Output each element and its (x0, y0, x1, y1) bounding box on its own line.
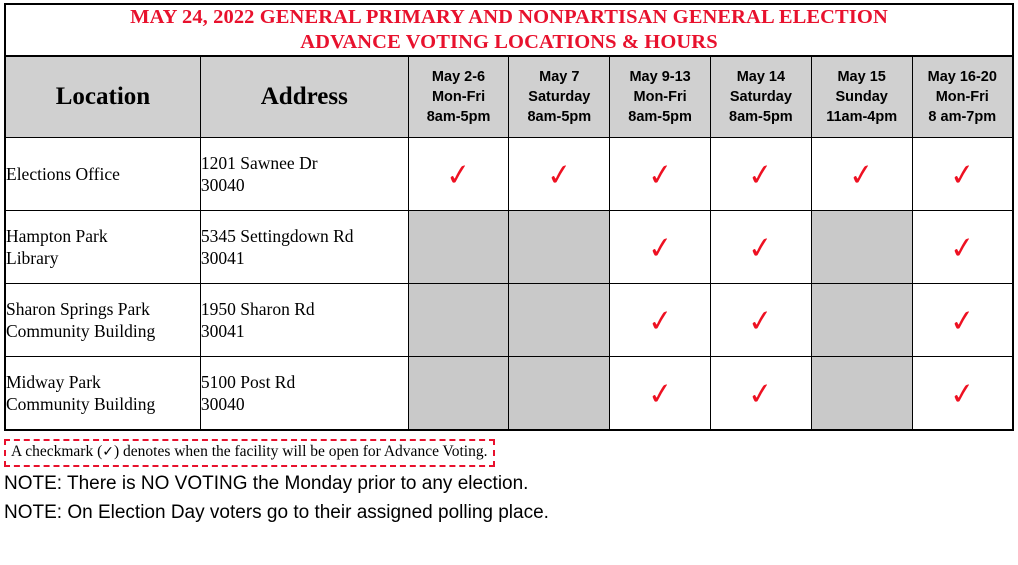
row-2-day-1-status (408, 211, 509, 284)
header-day-1 (408, 56, 509, 138)
header-day-1-dates: May 2-6 (431, 69, 486, 85)
note-line-1: NOTE: There is NO VOTING the Monday prior to any election. (4, 472, 529, 494)
header-day-6 (912, 56, 1013, 138)
row-3-day-3-status (610, 284, 711, 357)
row-3-address-line-1: 1950 Sharon Rd (200, 298, 315, 319)
header-day-1-hours: 8am-5pm (426, 109, 491, 125)
row-4-day-2-status (509, 357, 610, 431)
row-4-day-6-status (912, 357, 1013, 431)
row-1-day-3-status (610, 138, 711, 211)
title-line-1: MAY 24, 2022 GENERAL PRIMARY AND NONPARTISAN GENERAL ELECTION (130, 6, 888, 28)
row-3-day-2-status (509, 284, 610, 357)
check-icon: ✓ (746, 375, 776, 414)
row-2-day-4-status (710, 211, 811, 284)
table-row (5, 284, 1013, 357)
header-location: Location (5, 56, 200, 138)
row-4-address-line-1: 5100 Post Rd (200, 371, 296, 392)
advance-voting-table (4, 3, 1014, 431)
check-icon: ✓ (746, 302, 776, 341)
header-day-3-hours: 8am-5pm (628, 109, 692, 125)
header-day-1-weekday: Mon-Fri (431, 89, 486, 105)
check-icon: ✓ (645, 375, 675, 414)
row-4-day-3-status (610, 357, 711, 431)
row-2-location-line-1: Hampton Park (6, 225, 108, 246)
table-row (5, 138, 1013, 211)
row-4-day-4-status (710, 357, 811, 431)
header-day-5-hours: 11am-4pm (826, 109, 898, 125)
row-1-location-line-1: Elections Office (6, 163, 120, 184)
row-2-day-5-status (811, 211, 912, 284)
row-3-location-line-2: Community Building (6, 321, 156, 341)
row-2-address-line-1: 5345 Settingdown Rd (200, 225, 354, 246)
row-2-day-3-status (610, 211, 711, 284)
header-address: Address (200, 56, 408, 138)
header-day-3-weekday: Mon-Fri (633, 89, 687, 105)
row-3-location (5, 284, 200, 357)
legend-text-before: A checkmark ( (11, 443, 103, 460)
legend-box (4, 439, 495, 467)
header-day-2 (509, 56, 610, 138)
row-3-address-line-2: 30041 (200, 321, 245, 341)
row-1-address (200, 138, 408, 211)
header-day-5 (811, 56, 912, 138)
row-1-day-4-status (710, 138, 811, 211)
title-row (5, 4, 1013, 56)
header-day-4-weekday: Saturday (729, 89, 792, 105)
header-day-4-hours: 8am-5pm (729, 109, 793, 125)
header-day-4-dates: May 14 (736, 69, 786, 85)
document-page (0, 3, 1018, 565)
row-2-location-line-2: Library (6, 248, 59, 268)
row-3-day-5-status (811, 284, 912, 357)
check-icon: ✓ (645, 156, 675, 195)
check-icon: ✓ (947, 156, 977, 195)
header-day-5-dates: May 15 (837, 69, 886, 85)
note-line-2: NOTE: On Election Day voters go to their assigned polling place. (4, 502, 549, 524)
check-icon: ✓ (444, 156, 473, 195)
legend-text-after: ) denotes when the facility will be open for Advance Voting. (113, 443, 488, 460)
check-icon: ✓ (947, 375, 977, 414)
row-3-location-line-1: Sharon Springs Park (6, 298, 150, 319)
check-icon: ✓ (746, 156, 776, 195)
check-icon: ✓ (645, 229, 675, 268)
row-4-location (5, 357, 200, 431)
check-icon: ✓ (544, 156, 574, 195)
header-day-3-dates: May 9-13 (629, 69, 691, 85)
row-3-day-1-status (408, 284, 509, 357)
row-4-address-line-2: 30040 (200, 394, 245, 414)
row-1-location (5, 138, 200, 211)
header-day-6-hours: 8 am-7pm (928, 109, 997, 125)
row-2-day-6-status (912, 211, 1013, 284)
header-day-4 (710, 56, 811, 138)
check-icon: ✓ (947, 302, 977, 341)
row-2-address (200, 211, 408, 284)
row-4-day-1-status (408, 357, 509, 431)
header-day-6-dates: May 16-20 (927, 69, 997, 85)
row-3-day-6-status (912, 284, 1013, 357)
table-row (5, 211, 1013, 284)
document-title (5, 4, 1013, 56)
row-1-day-2-status (509, 138, 610, 211)
row-4-location-line-2: Community Building (6, 394, 156, 414)
check-icon: ✓ (102, 444, 114, 460)
row-3-day-4-status (710, 284, 811, 357)
check-icon: ✓ (947, 229, 977, 268)
table-row (5, 357, 1013, 431)
row-2-day-2-status (509, 211, 610, 284)
row-4-address (200, 357, 408, 431)
row-1-day-1-status (408, 138, 509, 211)
row-2-location (5, 211, 200, 284)
check-icon: ✓ (847, 156, 876, 195)
header-day-6-weekday: Mon-Fri (935, 89, 989, 105)
title-line-2: ADVANCE VOTING LOCATIONS & HOURS (300, 31, 718, 53)
row-1-address-line-1: 1201 Sawnee Dr (200, 152, 318, 173)
header-day-3 (610, 56, 711, 138)
row-1-day-5-status (811, 138, 912, 211)
row-3-address (200, 284, 408, 357)
row-1-day-6-status (912, 138, 1013, 211)
header-day-5-weekday: Sunday (835, 89, 888, 105)
column-header-row (5, 56, 1013, 138)
check-icon: ✓ (746, 229, 776, 268)
row-4-location-line-1: Midway Park (6, 371, 101, 392)
row-4-day-5-status (811, 357, 912, 431)
row-2-address-line-2: 30041 (200, 248, 245, 268)
header-day-2-weekday: Saturday (528, 89, 591, 105)
header-day-2-dates: May 7 (539, 69, 580, 85)
row-1-address-line-2: 30040 (200, 175, 245, 195)
header-day-2-hours: 8am-5pm (527, 109, 592, 125)
check-icon: ✓ (645, 302, 675, 341)
